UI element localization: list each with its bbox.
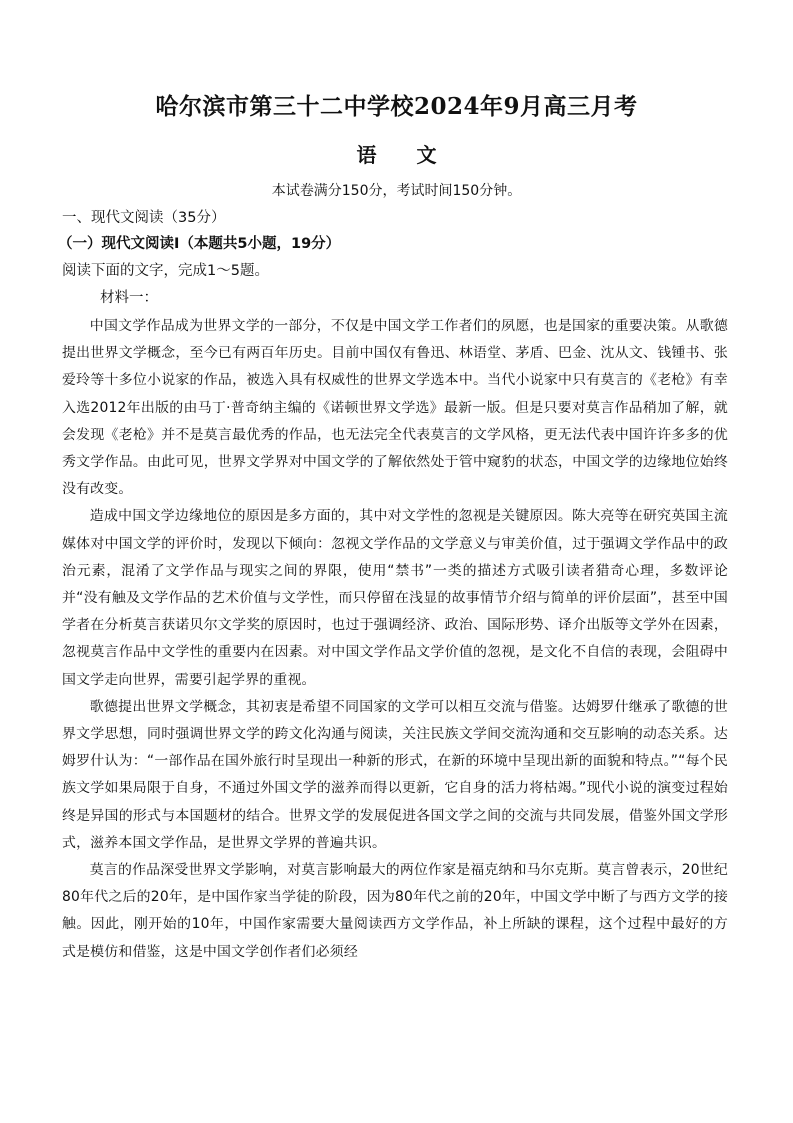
paragraph: 中国文学作品成为世界文学的一部分，不仅是中国文学工作者们的夙愿，也是国家的重要决策。从歌德提出世界文学概念，至今已有两百年历史。目前中国仅有鲁迅、林语堂、茅盾、巴金、沈从文、钱锺书、张爱玲等十多位小说家的作品，被选入具有权威性的世界文学选本中。当代小说家中只有莫言的《老枪》有幸入选2012年出版的由马丁·普奇纳主编的《诺顿世界文学选》最新一版。但是只要对莫言作品稍加了解，就会发现《老枪》并不是莫言最优秀的作品，也无法完全代表莫言的文学风格，更无法代表中国许许多多的优秀文学作品。由此可见，世界文学界对中国文学的了解依然处于管中窥豹的状态，中国文学的边缘地位始终没有改变。 — [62, 318, 728, 498]
material-label: 材料一： — [100, 290, 158, 306]
paragraph: 造成中国文学边缘地位的原因是多方面的，其中对文学性的忽视是关键原因。陈大亮等在研究英国主流媒体对中国文学的评价时，发现以下倾向：忽视文学作品的文学意义与审美价值，过于强调文学作品中的政治元素，混淆了文学作品与现实之间的界限，使用“禁书”一类的描述方式吸引读者猎奇心理，多数评论并“没有触及文学作品的艺术价值与文学性，而只停留在浅显的故事情节介绍与简单的评价层面”，甚至中国学者在分析莫言获诺贝尔文学奖的原因时，也过于强调经济、政治、国际形势、译介出版等文学外在因素，忽视莫言作品中文学性的重要内在因素。对中国文学作品文学价值的忽视，是文化不自信的表现，会阻碍中国文学走向世界，需要引起学界的重视。 — [62, 508, 728, 688]
section-heading: 一、现代文阅读（35分） — [62, 210, 226, 226]
paragraph: 莫言的作品深受世界文学影响，对莫言影响最大的两位作家是福克纳和马尔克斯。莫言曾表示，20世纪80年代之后的20年，是中国作家当学徒的阶段，因为80年代之前的20年，中国文学中断了与西方文学的接触。因此，刚开始的10年，中国作家需要大量阅读西方文学作品，补上所缺的课程，这个过程中最好的方式是模仿和借鉴，这是中国文学创作者们必须经 — [62, 862, 728, 960]
paragraph: 歌德提出世界文学概念，其初衷是希望不同国家的文学可以相互交流与借鉴。达姆罗什继承了歌德的世界文学思想，同时强调世界文学的跨文化沟通与阅读，关注民族文学间交流沟通和交互影响的动态关系。达姆罗什认为：“一部作品在国外旅行时呈现出一种新的形式，在新的环境中呈现出新的面貌和特点。”“每个民族文学如果局限于自身，不通过外国文学的滋养而得以更新，它自身的活力将枯竭。”现代小说的演变过程始终是异国的形式与本国题材的结合。世界文学的发展促进各国文学之间的交流与共同发展，借鉴外国文学形式，滋养本国文学作品，是世界文学界的普遍共识。 — [62, 698, 728, 851]
exam-note: 本试卷满分150分，考试时间150分钟。 — [271, 183, 522, 199]
subject-heading — [0, 140, 793, 170]
subject-char-2: 文 — [416, 143, 437, 167]
subsection-heading: （一）现代文阅读Ⅰ（本题共5小题，19分） — [58, 236, 341, 252]
reading-passage — [62, 313, 728, 966]
exam-title: 哈尔滨市第三十二中学校2024年9月高三月考 — [155, 93, 638, 120]
subject-char-1: 语 — [356, 143, 377, 167]
instruction-text: 阅读下面的文字，完成1～5题。 — [62, 263, 269, 279]
